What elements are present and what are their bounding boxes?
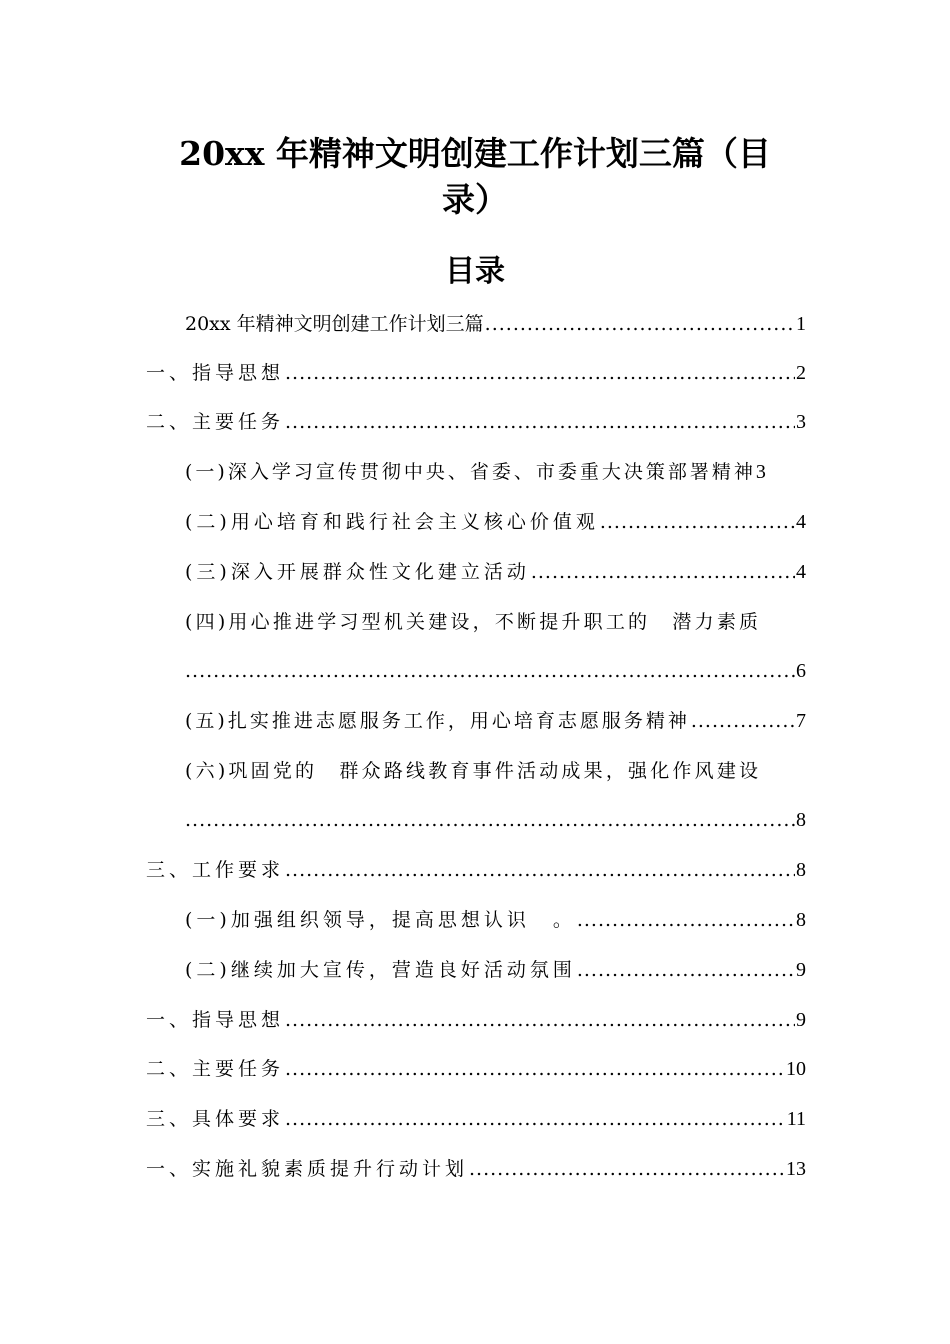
toc-page-number: 8 [796, 809, 806, 831]
toc-page-number: 1 [796, 313, 806, 335]
toc-entry[interactable] [146, 853, 806, 883]
toc-entry[interactable] [185, 953, 806, 983]
toc-page-number: 9 [796, 959, 806, 981]
toc-entry-label: 一、指导思想 [146, 1009, 285, 1031]
toc-entry[interactable] [185, 903, 806, 933]
toc-page-number: 13 [786, 1158, 806, 1180]
toc-dot-leader [469, 1156, 785, 1182]
toc-entry-label: 二、主要任务 [146, 1058, 285, 1080]
toc-entry[interactable] [146, 1052, 806, 1082]
toc-entry[interactable] [146, 405, 806, 435]
toc-entry-label: 二、主要任务 [146, 411, 285, 433]
toc-dot-leader [285, 1106, 786, 1132]
toc-page-number: 8 [796, 859, 806, 881]
toc-dot-leader [185, 807, 795, 833]
toc-page-number: 3 [796, 411, 806, 433]
toc-entry[interactable] [146, 1102, 806, 1132]
toc-entry[interactable] [185, 555, 806, 585]
toc-dot-leader [600, 509, 795, 535]
toc-dot-leader [285, 360, 795, 386]
toc-entry-label: (四)用心推进学习型机关建设，不断提升职工的 潜力素质 [185, 611, 762, 633]
toc-page-number: 7 [796, 710, 806, 732]
toc-heading: 目录 [445, 254, 505, 289]
toc-page-number: 9 [796, 1009, 806, 1031]
toc-entry-label: (五)扎实推进志愿服务工作，用心培育志愿服务精神 [185, 710, 690, 732]
toc-page-number: 4 [796, 511, 806, 533]
toc-dot-leader [285, 857, 795, 883]
toc-entry[interactable] [146, 1152, 806, 1182]
toc-entry[interactable] [185, 455, 806, 485]
toc-entry-label: (三)深入开展群众性文化建立活动 [185, 561, 530, 583]
toc-entry[interactable] [185, 754, 806, 784]
toc-entry-continuation[interactable] [185, 654, 806, 684]
toc-entry-continuation[interactable] [185, 803, 806, 833]
document-title-continued: 录） [442, 180, 508, 219]
toc-dot-leader [577, 907, 795, 933]
toc-entry-label: 三、具体要求 [146, 1108, 285, 1130]
toc-page-number: 8 [796, 909, 806, 931]
toc-dot-leader [285, 1007, 795, 1033]
toc-dot-leader [485, 311, 795, 337]
toc-page-number: 10 [786, 1058, 806, 1080]
toc-page-number: 2 [796, 362, 806, 384]
toc-entry-label: (二)用心培育和践行社会主义核心价值观 [185, 511, 599, 533]
toc-page-number: 11 [786, 1108, 806, 1130]
toc-dot-leader [285, 1056, 785, 1082]
toc-dot-leader [285, 409, 795, 435]
toc-entry[interactable] [185, 704, 806, 734]
toc-entry-label: 一、实施礼貌素质提升行动计划 [146, 1158, 469, 1180]
toc-entry-label: (二)继续加大宣传，营造良好活动氛围 [185, 959, 576, 981]
toc-entry-label: 20xx 年精神文明创建工作计划三篇 [185, 313, 484, 335]
toc-entry[interactable] [146, 356, 806, 386]
toc-page-number: 3 [755, 461, 766, 483]
toc-entry-label: (六)巩固党的 群众路线教育事件活动成果，强化作风建设 [185, 760, 762, 782]
toc-entry-label: 一、指导思想 [146, 362, 285, 384]
document-title: 20xx 年精神文明创建工作计划三篇（目 [179, 134, 771, 173]
toc-entry[interactable] [185, 505, 806, 535]
toc-entry[interactable] [146, 1003, 806, 1033]
toc-entry-label: 三、工作要求 [146, 859, 285, 881]
toc-dot-leader [531, 559, 795, 585]
toc-entry-label: (一)深入学习宣传贯彻中央、省委、市委重大决策部署精神 [185, 461, 756, 483]
toc-entry[interactable] [185, 307, 806, 337]
toc-entry-label: (一)加强组织领导，提高思想认识 。 [185, 909, 576, 931]
toc-entry[interactable] [185, 605, 806, 635]
toc-page-number: 4 [796, 561, 806, 583]
toc-dot-leader [691, 708, 795, 734]
toc-dot-leader [577, 957, 795, 983]
toc-page-number: 6 [796, 660, 806, 682]
toc-dot-leader [185, 658, 795, 684]
